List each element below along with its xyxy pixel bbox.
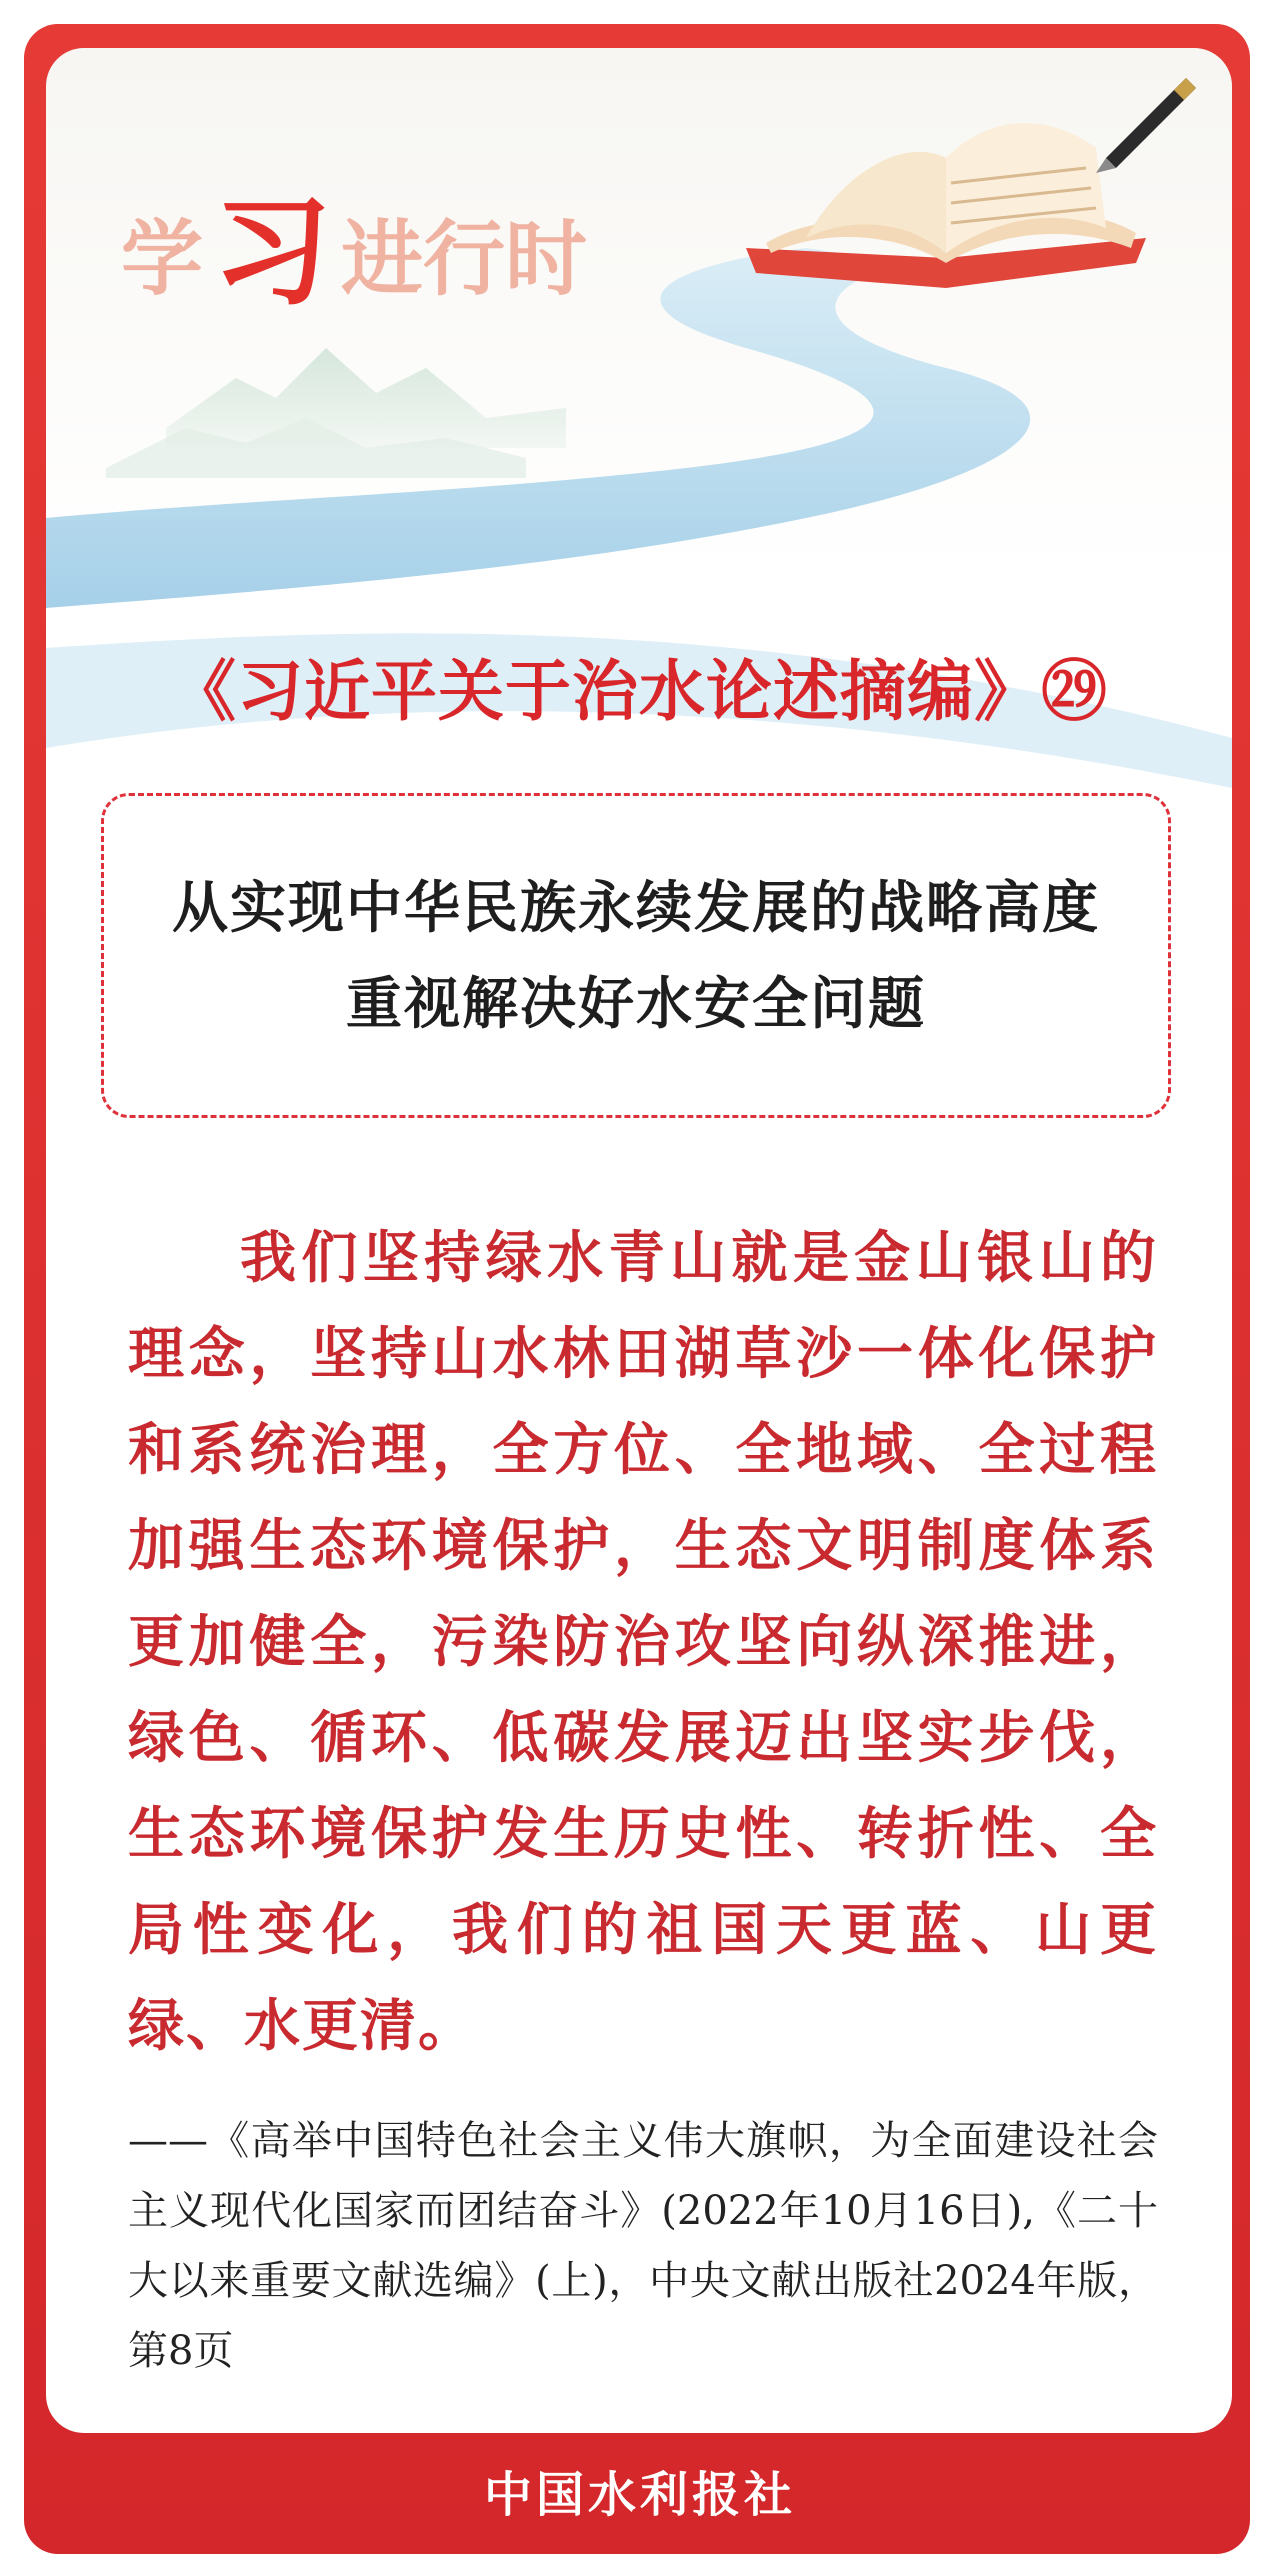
publisher-footer: 中国水利报社	[483, 2467, 796, 2523]
subtitle-line-1: 从实现中华民族永续发展的战略高度	[172, 874, 1100, 941]
study-logo	[121, 183, 588, 321]
logo-char-2: 习	[213, 183, 332, 321]
open-book-icon	[746, 123, 1146, 288]
logo-char-1: 学	[121, 212, 204, 307]
fountain-pen-icon	[1096, 78, 1196, 173]
source-citation: ——《高举中国特色社会主义伟大旗帜，为全面建设社会主义现代化国家而团结奋斗》(2022年10月16日),《二十大以来重要文献选编》(上)，中央文献出版社2024年版，第8页	[128, 2118, 1158, 2374]
quote-body: 我们坚持绿水青山就是金山银山的理念，坚持山水林田湖草沙一体化保护和系统治理，全方位、全地域、全过程加强生态环境保护，生态文明制度体系更加健全，污染防治攻坚向纵深推进，绿色、循环、低碳发展迈出坚实步伐，生态环境保护发生历史性、转折性、全局性变化，我们的祖国天更蓝、山更绿、水更清。	[128, 1225, 1158, 2059]
content-panel	[46, 48, 1232, 2433]
subtitle-line-2: 重视解决好水安全问题	[346, 970, 926, 1037]
logo-char-3: 进行时	[341, 212, 588, 307]
page-title: 《习近平关于治水论述摘编》㉙	[170, 653, 1108, 730]
mountain-illustration	[106, 348, 566, 478]
subtitle-box	[101, 793, 1171, 1118]
